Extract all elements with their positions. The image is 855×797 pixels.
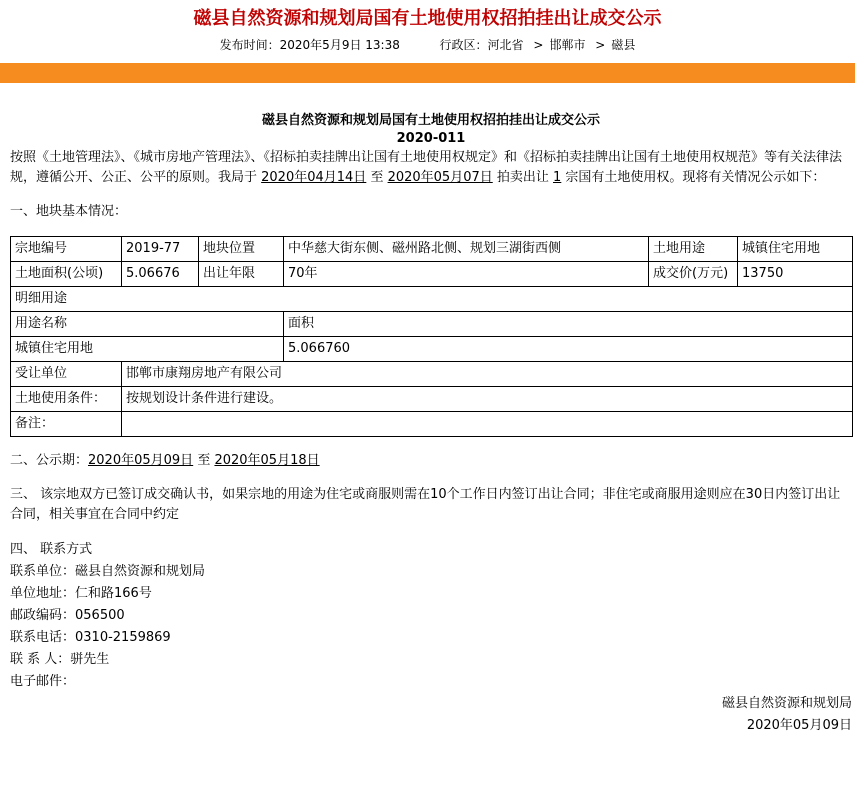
region-county-link[interactable]: 磁县 bbox=[611, 38, 636, 52]
section-4-heading: 四、 联系方式 bbox=[10, 542, 93, 557]
publish-time: 2020年5月9日 13:38 bbox=[279, 38, 400, 52]
detail-area: 5.066760 bbox=[284, 337, 853, 362]
contact-phone: 联系电话：0310-2159869 bbox=[10, 630, 171, 645]
parcel-no-label: 宗地编号 bbox=[11, 237, 122, 262]
section-3: 三、 该宗地双方已签订成交确认书，如果宗地的用途为住宅或商服则需在10个工作日内签订出让合同；非住宅或商服用途则应在30日内签订出让合同，相关事宜在合同中约定 bbox=[10, 487, 841, 522]
publicity-end-date: 2020年05月18日 bbox=[214, 453, 320, 468]
area: 5.06676 bbox=[122, 262, 199, 287]
publish-label: 发布时间： bbox=[219, 38, 280, 52]
breadcrumb-separator: > bbox=[533, 38, 544, 52]
notice-number: 2020-011 bbox=[396, 131, 466, 146]
table-row bbox=[11, 237, 853, 262]
price: 13750 bbox=[738, 262, 853, 287]
buyer-label: 受让单位 bbox=[11, 362, 122, 387]
use-name-label: 用途名称 bbox=[11, 312, 284, 337]
term: 70年 bbox=[284, 262, 649, 287]
use-label: 土地用途 bbox=[649, 237, 738, 262]
section-2: 二、公示期：2020年05月09日 至 2020年05月18日 bbox=[10, 453, 320, 468]
table-row bbox=[11, 287, 853, 312]
intro-paragraph: 按照《土地管理法》、《城市房地产管理法》、《招标拍卖挂牌出让国有土地使用权规定》和《招标拍卖挂牌出让国有土地使用权规范》等有关法律法规，遵循公开、公正、公平的原则。我局于 2020年04月14日 至 2020年05月07日 拍卖出让 1 宗国有土地使用权。现将有关情况公示如下： bbox=[10, 150, 843, 185]
condition: 按规划设计条件进行建设。 bbox=[122, 387, 853, 412]
table-row bbox=[11, 412, 853, 437]
notice-title: 磁县自然资源和规划局国有土地使用权招拍挂出让成交公示 bbox=[261, 113, 600, 128]
table-row bbox=[11, 362, 853, 387]
remark bbox=[122, 412, 853, 437]
detail-label: 明细用途 bbox=[11, 287, 853, 312]
parcel-no: 2019-77 bbox=[122, 237, 199, 262]
contact-unit: 联系单位：磁县自然资源和规划局 bbox=[10, 564, 206, 579]
remark-label: 备注： bbox=[11, 412, 122, 437]
contact-email: 电子邮件： bbox=[10, 674, 76, 689]
signature-org: 磁县自然资源和规划局 bbox=[721, 696, 852, 711]
condition-label: 土地使用条件： bbox=[11, 387, 122, 412]
auction-end-date: 2020年05月07日 bbox=[387, 170, 493, 185]
section-1-heading: 一、地块基本情况： bbox=[10, 204, 128, 219]
contact-block bbox=[10, 539, 852, 693]
location-label: 地块位置 bbox=[199, 237, 284, 262]
header-divider-bar bbox=[0, 63, 855, 83]
breadcrumb-separator: > bbox=[595, 38, 606, 52]
price-label: 成交价(万元) bbox=[649, 262, 738, 287]
contact-zip: 邮政编码：056500 bbox=[10, 608, 125, 623]
buyer: 邯郸市康翔房地产有限公司 bbox=[122, 362, 853, 387]
location: 中华慈大街东侧、磁州路北侧、规划三湖街西侧 bbox=[284, 237, 649, 262]
detail-area-label: 面积 bbox=[284, 312, 853, 337]
auction-start-date: 2020年04月14日 bbox=[261, 170, 367, 185]
contact-person: 联 系 人：骈先生 bbox=[10, 652, 110, 667]
region-province-link[interactable]: 河北省 bbox=[487, 38, 524, 52]
table-row bbox=[11, 337, 853, 362]
contact-address: 单位地址：仁和路166号 bbox=[10, 586, 152, 601]
publicity-start-date: 2020年05月09日 bbox=[88, 453, 194, 468]
use: 城镇住宅用地 bbox=[738, 237, 853, 262]
publish-meta bbox=[0, 32, 855, 58]
detail-use: 城镇住宅用地 bbox=[11, 337, 284, 362]
signature-date: 2020年05月09日 bbox=[746, 718, 852, 733]
table-row bbox=[11, 387, 853, 412]
table-row bbox=[11, 262, 853, 287]
notice-content bbox=[10, 112, 852, 737]
region-label: 行政区： bbox=[439, 38, 488, 52]
table-row bbox=[11, 312, 853, 337]
term-label: 出让年限 bbox=[199, 262, 284, 287]
page-title: 磁县自然资源和规划局国有土地使用权招拍挂出让成交公示 bbox=[193, 8, 662, 29]
parcel-table bbox=[10, 236, 853, 437]
parcel-count: 1 bbox=[553, 170, 562, 185]
area-label: 土地面积(公顷) bbox=[11, 262, 122, 287]
region-city-link[interactable]: 邯郸市 bbox=[549, 38, 586, 52]
